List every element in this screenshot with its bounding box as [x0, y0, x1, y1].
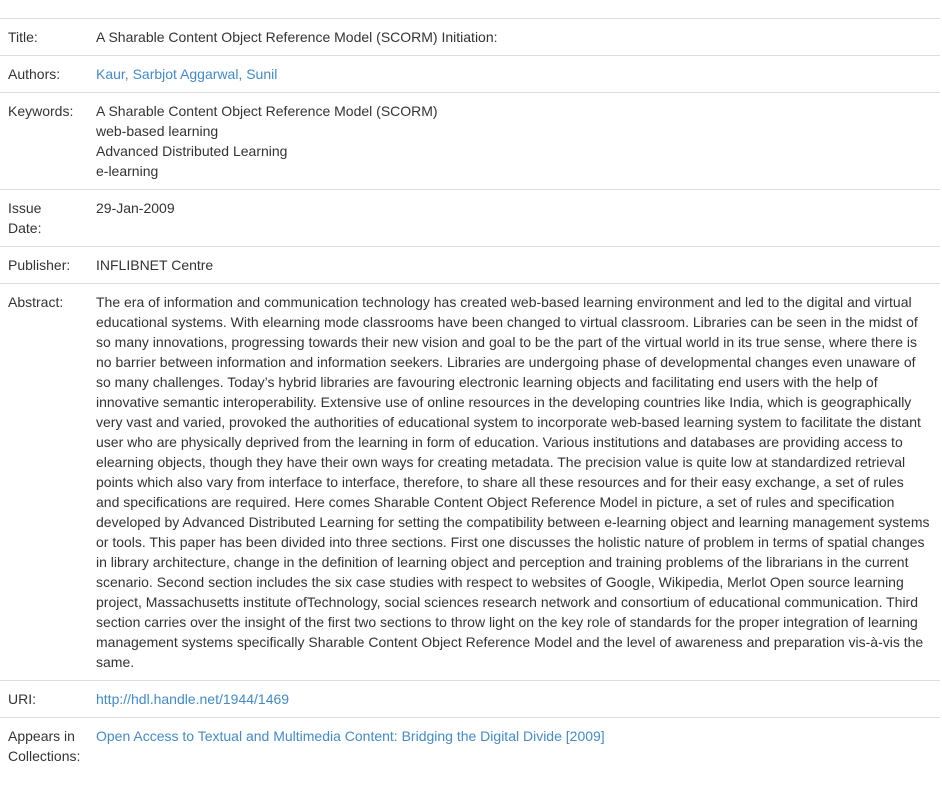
keyword: web-based learning	[96, 123, 219, 139]
issue-date-label: Issue Date:	[8, 200, 42, 236]
authors-value	[88, 64, 940, 84]
publisher-row	[0, 247, 940, 284]
keywords-value	[88, 101, 940, 181]
issue-date-value: 29-Jan-2009	[96, 200, 175, 216]
uri-link[interactable]: http://hdl.handle.net/1944/1469	[96, 691, 290, 707]
title-value: A Sharable Content Object Reference Model (SCORM) Initiation:	[96, 29, 498, 45]
abstract-row	[0, 284, 940, 681]
abstract-label: Abstract:	[8, 294, 64, 310]
author-link[interactable]: Kaur, Sarbjot	[96, 66, 177, 82]
authors-label: Authors:	[8, 66, 61, 82]
title-label: Title:	[8, 29, 38, 45]
abstract-text: The era of information and communication technology has created web-based learning environment and led to the digital and virtual educational systems. With elearning mode classrooms have been changed to virtual classroom. Libraries can be seen in the midst of so many innovations, progressing towards their new vision and goal to be the part of the virtual world in its true sense, where there is no barrier between information and information seekers. Libraries are undergoing phase of developmental changes even unaware of so many challenges. Today’s hybrid libraries are favouring electronic learning objects and facilitating end users with the help of innovative semantic interoperability. Extensive use of online resources in the developing countries like India, which is geographically very vast and varied, provoked the authorities of educational system to incorporate web-based learning system to facilitate the distant user who are physically deprived from the learning in form of education. Various institutions and databases are providing access to elearning objects, though they have their own ways for creating metadata. The precision value is quite low at standardized retrieval points which also vary from interface to interface, therefore, to share all these resources and for their easy exchange, a set of rules and specifications are required. Here comes Sharable Content Object Reference Model in picture, a set of rules and specification developed by Advanced Distributed Learning for setting the compatibility between e-learning object and learning management systems or tools. This paper has been divided into three sections. First one discusses the holistic nature of problem in terms of spatial changes in library architecture, change in the definition of learning object and perception and training problems of the librarians in the current scenario. Second section includes the six case studies with respect to websites of Google, Wikipedia, Merlot Open source learning project, Massachusetts institute ofTechnology, social sciences research network and consortium of educational communication. Third section carries over the insight of the first two sections to throw light on the key role of standards for the proper integration of learning management systems specifically Sharable Content Object Reference Model and the level of awareness and preparation vis-à-vis the same.	[96, 294, 930, 670]
uri-label: URI:	[8, 691, 36, 707]
keywords-row	[0, 93, 940, 190]
uri-row	[0, 681, 940, 718]
collections-row	[0, 718, 940, 774]
author-link[interactable]: Aggarwal, Sunil	[180, 66, 278, 82]
publisher-label: Publisher:	[8, 257, 71, 273]
collection-link[interactable]: Open Access to Textual and Multimedia Content: Bridging the Digital Divide [2009]	[96, 728, 605, 744]
abstract-value	[88, 292, 940, 672]
keyword: e-learning	[96, 163, 159, 179]
keyword: A Sharable Content Object Reference Model (SCORM)	[96, 103, 438, 119]
publisher-value: INFLIBNET Centre	[96, 257, 214, 273]
title-row	[0, 19, 940, 56]
collections-label: Appears in Collections:	[8, 728, 81, 764]
authors-row	[0, 56, 940, 93]
keyword: Advanced Distributed Learning	[96, 143, 288, 159]
keywords-label: Keywords:	[8, 103, 74, 119]
uri-value	[88, 689, 940, 709]
collections-value	[88, 726, 940, 766]
item-record-table	[0, 18, 940, 774]
issue-date-row	[0, 190, 940, 247]
